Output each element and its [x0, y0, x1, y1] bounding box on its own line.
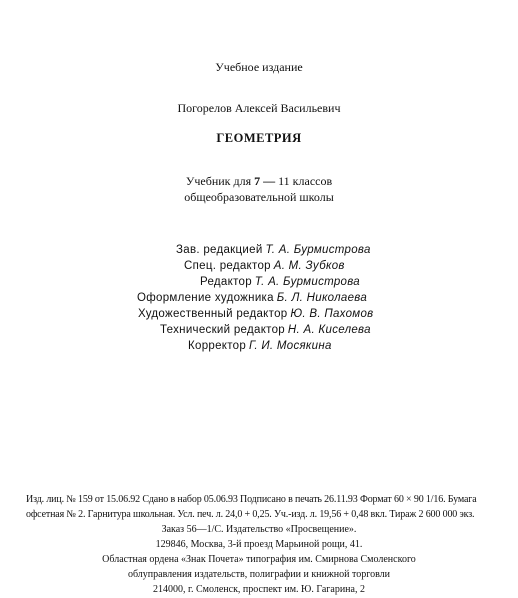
credit-person: А. М. Зубков [273, 260, 345, 272]
credit-row [138, 308, 373, 320]
credit-person: Г. И. Мосякина [248, 340, 332, 352]
credit-role: Технический редактор [160, 324, 285, 336]
imprint-line: 129846, Москва, 3-й проезд Марьиной рощи, 41. [155, 539, 363, 550]
credit-person: Т. А. Бурмистрова [254, 276, 361, 288]
imprint-line: облуправления издательств, полиграфии и книжной торговли [127, 569, 391, 580]
credit-row [137, 292, 367, 304]
author-name: Погорелов Алексей Васильевич [177, 101, 341, 115]
credit-role: Спец. редактор [184, 260, 271, 272]
subtitle-dash: — [263, 174, 276, 188]
imprint-line: Заказ 56—1/С. Издательство «Просвещение». [161, 524, 357, 535]
credit-row [184, 260, 345, 272]
credit-row [188, 340, 332, 352]
book-title: ГЕОМЕТРИЯ [216, 131, 302, 145]
imprint-line: Областная ордена «Знак Почета» типография им. Смирнова Смоленского [102, 554, 416, 565]
subtitle-prefix: Учебник для [185, 174, 252, 188]
credit-row [176, 244, 371, 256]
credit-person: Т. А. Бурмистрова [265, 244, 371, 256]
credit-person: Б. Л. Николаева [276, 292, 368, 304]
credit-role: Редактор [200, 276, 252, 288]
credit-role: Зав. редакцией [176, 244, 263, 256]
credit-person: Н. А. Киселева [287, 324, 371, 336]
credit-role: Художественный редактор [138, 308, 288, 320]
imprint-line: офсетная № 2. Гарнитура школьная. Усл. печ. л. 24,0 + 0,25. Уч.-изд. л. 19,56 + 0,48 вкл. Тираж 2 600 000 экз. [26, 509, 475, 520]
imprint-line: 214000, г. Смоленск, проспект им. Ю. Гагарина, 2 [153, 584, 365, 595]
subtitle-suffix: классов [292, 174, 333, 188]
imprint-line: Изд. лиц. № 159 от 15.06.92 Сдано в набор 05.06.93 Подписано в печать 26.11.93 Формат 60 × 90 1/16. Бумага [26, 494, 477, 505]
credit-person: Ю. В. Пахомов [290, 308, 374, 320]
credit-role: Оформление художника [137, 292, 274, 304]
edition-label: Учебное издание [215, 60, 303, 74]
credit-row [200, 276, 360, 288]
subtitle-line-1 [0, 174, 518, 189]
credit-row [160, 324, 371, 336]
subtitle-grades-from: 7 [254, 174, 261, 188]
credit-role: Корректор [188, 340, 247, 352]
subtitle-line-2: общеобразовательной школы [184, 190, 334, 204]
subtitle-grades-to: 11 [278, 174, 290, 188]
